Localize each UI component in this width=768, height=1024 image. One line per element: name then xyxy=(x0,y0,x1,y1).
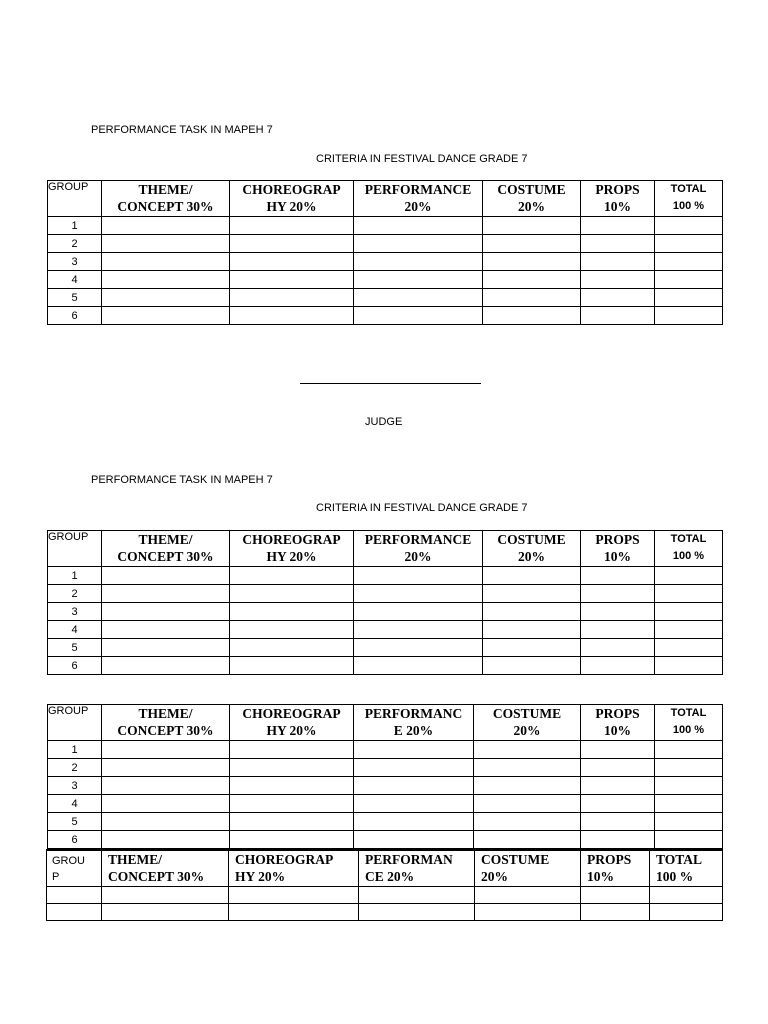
score-cell[interactable] xyxy=(230,777,354,795)
group-number: 1 xyxy=(48,741,102,759)
table-row xyxy=(48,603,723,621)
score-cell[interactable] xyxy=(483,585,581,603)
header-theme: THEME/ CONCEPT 30% xyxy=(102,181,230,217)
score-cell[interactable] xyxy=(102,567,230,585)
score-cell[interactable] xyxy=(483,567,581,585)
score-cell[interactable] xyxy=(581,741,655,759)
score-cell[interactable] xyxy=(483,217,581,235)
score-cell[interactable] xyxy=(230,253,354,271)
score-cell[interactable] xyxy=(474,831,581,849)
score-cell[interactable] xyxy=(581,603,655,621)
score-cell[interactable] xyxy=(230,657,354,675)
group-number: 5 xyxy=(48,639,102,657)
header-total: TOTAL 100 % xyxy=(655,705,723,741)
group-number xyxy=(47,886,102,903)
score-cell[interactable] xyxy=(474,795,581,813)
group-number: 2 xyxy=(48,759,102,777)
score-cell[interactable] xyxy=(230,217,354,235)
score-cell[interactable] xyxy=(230,795,354,813)
score-cell[interactable] xyxy=(230,741,354,759)
score-cell[interactable] xyxy=(354,271,483,289)
judge-signature-line xyxy=(300,383,481,384)
score-cell[interactable] xyxy=(354,759,474,777)
score-cell[interactable] xyxy=(102,621,230,639)
table-row xyxy=(48,253,723,271)
score-cell[interactable] xyxy=(581,289,655,307)
score-cell[interactable] xyxy=(581,903,650,920)
score-cell[interactable] xyxy=(102,585,230,603)
score-cell[interactable] xyxy=(474,813,581,831)
score-cell[interactable] xyxy=(483,639,581,657)
score-cell[interactable] xyxy=(354,307,483,325)
score-cell[interactable] xyxy=(354,585,483,603)
score-cell[interactable] xyxy=(581,307,655,325)
total-cell[interactable] xyxy=(650,886,723,903)
score-cell[interactable] xyxy=(581,777,655,795)
header-performance: PERFORMANCE 20% xyxy=(354,531,483,567)
total-cell[interactable] xyxy=(655,777,723,795)
group-number: 5 xyxy=(48,289,102,307)
score-cell[interactable] xyxy=(581,657,655,675)
score-cell[interactable] xyxy=(483,289,581,307)
score-cell[interactable] xyxy=(483,657,581,675)
total-cell[interactable] xyxy=(650,903,723,920)
header-props: PROPS 10% xyxy=(581,850,650,886)
group-number: 4 xyxy=(48,795,102,813)
score-cell[interactable] xyxy=(230,639,354,657)
score-cell[interactable] xyxy=(581,621,655,639)
table-row xyxy=(48,813,723,831)
score-cell[interactable] xyxy=(354,289,483,307)
score-cell[interactable] xyxy=(102,271,230,289)
score-cell[interactable] xyxy=(581,813,655,831)
total-cell[interactable] xyxy=(655,603,723,621)
score-cell[interactable] xyxy=(354,741,474,759)
score-cell[interactable] xyxy=(483,307,581,325)
score-cell[interactable] xyxy=(230,567,354,585)
score-cell[interactable] xyxy=(359,886,475,903)
group-number: 6 xyxy=(48,657,102,675)
criteria-title: CRITERIA IN FESTIVAL DANCE GRADE 7 xyxy=(316,502,528,514)
group-number: 4 xyxy=(48,271,102,289)
header-row xyxy=(48,705,723,741)
score-cell[interactable] xyxy=(102,777,230,795)
table-row xyxy=(47,903,723,920)
total-cell[interactable] xyxy=(655,235,723,253)
score-cell[interactable] xyxy=(354,831,474,849)
total-cell[interactable] xyxy=(655,307,723,325)
table-row xyxy=(48,657,723,675)
table-row xyxy=(48,289,723,307)
group-number xyxy=(47,903,102,920)
task-title: PERFORMANCE TASK IN MAPEH 7 xyxy=(91,474,273,486)
score-cell[interactable] xyxy=(474,759,581,777)
score-cell[interactable] xyxy=(474,741,581,759)
score-cell[interactable] xyxy=(354,657,483,675)
table-row xyxy=(48,585,723,603)
total-cell[interactable] xyxy=(655,795,723,813)
total-cell[interactable] xyxy=(655,585,723,603)
total-cell[interactable] xyxy=(655,289,723,307)
score-cell[interactable] xyxy=(581,639,655,657)
group-number: 4 xyxy=(48,621,102,639)
score-cell[interactable] xyxy=(483,271,581,289)
score-cell[interactable] xyxy=(229,903,359,920)
score-cell[interactable] xyxy=(581,253,655,271)
score-cell[interactable] xyxy=(475,903,581,920)
table-row xyxy=(48,795,723,813)
header-props: PROPS 10% xyxy=(581,705,655,741)
score-cell[interactable] xyxy=(581,886,650,903)
header-choreography: CHOREOGRAP HY 20% xyxy=(230,181,354,217)
score-cell[interactable] xyxy=(102,639,230,657)
header-choreography: CHOREOGRAP HY 20% xyxy=(230,705,354,741)
score-cell[interactable] xyxy=(354,603,483,621)
score-cell[interactable] xyxy=(230,271,354,289)
header-performance: PERFORMANCE 20% xyxy=(354,181,483,217)
score-cell[interactable] xyxy=(102,759,230,777)
score-cell[interactable] xyxy=(230,307,354,325)
header-total: TOTAL 100 % xyxy=(650,850,723,886)
header-performance: PERFORMAN CE 20% xyxy=(359,850,475,886)
table-row xyxy=(48,271,723,289)
rubric-table-1 xyxy=(47,180,723,325)
score-cell[interactable] xyxy=(581,271,655,289)
total-cell[interactable] xyxy=(655,741,723,759)
header-costume: COSTUME 20% xyxy=(474,705,581,741)
header-row xyxy=(48,181,723,217)
total-cell[interactable] xyxy=(655,253,723,271)
total-cell[interactable] xyxy=(655,813,723,831)
score-cell[interactable] xyxy=(581,795,655,813)
table-row xyxy=(48,741,723,759)
judge-label: JUDGE xyxy=(365,416,403,428)
header-props: PROPS 10% xyxy=(581,531,655,567)
score-cell[interactable] xyxy=(229,886,359,903)
total-cell[interactable] xyxy=(655,271,723,289)
score-cell[interactable] xyxy=(474,777,581,795)
score-cell[interactable] xyxy=(102,903,229,920)
header-costume: COSTUME 20% xyxy=(483,181,581,217)
score-cell[interactable] xyxy=(359,903,475,920)
score-cell[interactable] xyxy=(483,253,581,271)
score-cell[interactable] xyxy=(354,235,483,253)
score-cell[interactable] xyxy=(483,621,581,639)
table-row xyxy=(48,217,723,235)
score-cell[interactable] xyxy=(230,831,354,849)
table-row xyxy=(48,831,723,849)
group-number: 3 xyxy=(48,603,102,621)
header-theme: THEME/ CONCEPT 30% xyxy=(102,705,230,741)
score-cell[interactable] xyxy=(102,886,229,903)
group-number: 2 xyxy=(48,235,102,253)
group-number: 1 xyxy=(48,217,102,235)
score-cell[interactable] xyxy=(102,741,230,759)
header-theme: THEME/ CONCEPT 30% xyxy=(102,850,229,886)
rubric-table-2 xyxy=(47,530,723,675)
header-theme: THEME/ CONCEPT 30% xyxy=(102,531,230,567)
rubric-table-4 xyxy=(46,849,723,921)
score-cell[interactable] xyxy=(230,585,354,603)
header-costume: COSTUME 20% xyxy=(483,531,581,567)
score-cell[interactable] xyxy=(581,759,655,777)
table-row xyxy=(48,759,723,777)
score-cell[interactable] xyxy=(354,621,483,639)
header-costume: COSTUME 20% xyxy=(475,850,581,886)
score-cell[interactable] xyxy=(581,567,655,585)
total-cell[interactable] xyxy=(655,831,723,849)
score-cell[interactable] xyxy=(102,831,230,849)
group-number: 3 xyxy=(48,777,102,795)
header-group: GROUP xyxy=(48,531,102,567)
header-group: GROUP xyxy=(48,181,102,217)
header-row xyxy=(48,531,723,567)
score-cell[interactable] xyxy=(102,217,230,235)
group-number: 3 xyxy=(48,253,102,271)
group-number: 1 xyxy=(48,567,102,585)
header-props: PROPS 10% xyxy=(581,181,655,217)
total-cell[interactable] xyxy=(655,567,723,585)
table-row xyxy=(48,307,723,325)
rubric-table-3 xyxy=(47,704,723,849)
table-row xyxy=(48,777,723,795)
score-cell[interactable] xyxy=(354,777,474,795)
total-cell[interactable] xyxy=(655,217,723,235)
score-cell[interactable] xyxy=(230,603,354,621)
task-title: PERFORMANCE TASK IN MAPEH 7 xyxy=(91,124,273,136)
header-choreography: CHOREOGRAP HY 20% xyxy=(229,850,359,886)
score-cell[interactable] xyxy=(354,813,474,831)
score-cell[interactable] xyxy=(102,813,230,831)
score-cell[interactable] xyxy=(354,253,483,271)
score-cell[interactable] xyxy=(102,307,230,325)
score-cell[interactable] xyxy=(102,603,230,621)
group-number: 2 xyxy=(48,585,102,603)
table-row xyxy=(48,567,723,585)
score-cell[interactable] xyxy=(354,217,483,235)
score-cell[interactable] xyxy=(581,585,655,603)
score-cell[interactable] xyxy=(230,289,354,307)
total-cell[interactable] xyxy=(655,759,723,777)
header-row xyxy=(47,850,723,886)
score-cell[interactable] xyxy=(102,657,230,675)
score-cell[interactable] xyxy=(102,289,230,307)
header-group: GROUP xyxy=(48,705,102,741)
score-cell[interactable] xyxy=(102,235,230,253)
score-cell[interactable] xyxy=(230,759,354,777)
score-cell[interactable] xyxy=(581,235,655,253)
score-cell[interactable] xyxy=(230,621,354,639)
score-cell[interactable] xyxy=(483,235,581,253)
total-cell[interactable] xyxy=(655,657,723,675)
score-cell[interactable] xyxy=(581,831,655,849)
score-cell[interactable] xyxy=(475,886,581,903)
total-cell[interactable] xyxy=(655,639,723,657)
criteria-title: CRITERIA IN FESTIVAL DANCE GRADE 7 xyxy=(316,153,528,165)
score-cell[interactable] xyxy=(581,217,655,235)
group-number: 6 xyxy=(48,831,102,849)
total-cell[interactable] xyxy=(655,621,723,639)
score-cell[interactable] xyxy=(230,235,354,253)
header-choreography: CHOREOGRAP HY 20% xyxy=(230,531,354,567)
header-total: TOTAL 100 % xyxy=(655,531,723,567)
score-cell[interactable] xyxy=(354,639,483,657)
score-cell[interactable] xyxy=(230,813,354,831)
header-total: TOTAL 100 % xyxy=(655,181,723,217)
header-group: GROU P xyxy=(47,850,102,886)
group-number: 5 xyxy=(48,813,102,831)
table-row xyxy=(48,639,723,657)
table-row xyxy=(47,886,723,903)
group-number: 6 xyxy=(48,307,102,325)
score-cell[interactable] xyxy=(102,253,230,271)
score-cell[interactable] xyxy=(354,567,483,585)
header-performance: PERFORMANC E 20% xyxy=(354,705,474,741)
table-row xyxy=(48,235,723,253)
score-cell[interactable] xyxy=(102,795,230,813)
table-row xyxy=(48,621,723,639)
score-cell[interactable] xyxy=(354,795,474,813)
score-cell[interactable] xyxy=(483,603,581,621)
